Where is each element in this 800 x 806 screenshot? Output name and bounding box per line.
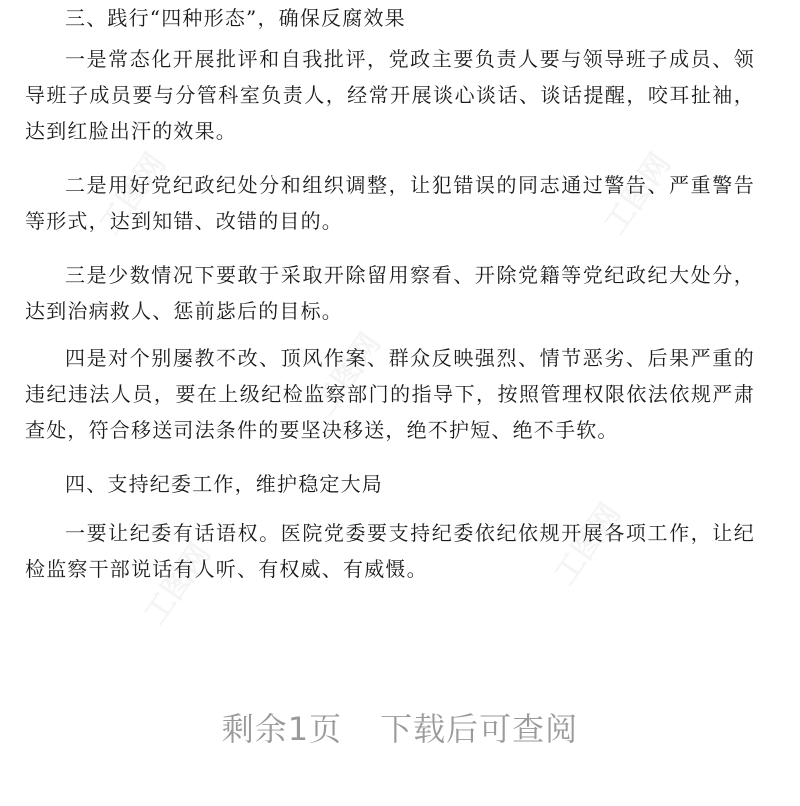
section-heading-3: 三、践行“四种形态”，确保反腐效果 <box>65 6 406 30</box>
remaining-pages-label: 剩余1页 <box>221 710 343 748</box>
download-prompt[interactable] <box>0 704 800 750</box>
paragraph-5: 一要让纪委有话语权。医院党委要支持纪委依纪依规开展各项工作，让纪检监察干部说话有人听、有权威、有威慑。 <box>25 521 755 581</box>
download-to-view-label: 下载后可查阅 <box>380 710 579 748</box>
paragraph-4: 四是对个别屡教不改、顶风作案、群众反映强烈、情节恶劣、后果严重的违纪违法人员，要在上级纪检监察部门的指导下，按照管理权限依法依规严肃查处，符合移送司法条件的要坚决移送，绝不护短、绝不手软。 <box>25 346 755 442</box>
paragraph-1: 一是常态化开展批评和自我批评，党政主要负责人要与领导班子成员、领导班子成员要与分管科室负责人，经常开展谈心谈话、谈话提醒，咬耳扯袖，达到红脸出汗的效果。 <box>25 47 755 143</box>
section-heading-4: 四、支持纪委工作，维护稳定大局 <box>65 472 383 496</box>
paragraph-3: 三是少数情况下要敢于采取开除留用察看、开除党籍等党纪政纪大处分，达到治病救人、惩前毖后的目标。 <box>25 263 755 323</box>
paragraph-2: 二是用好党纪政纪处分和组织调整，让犯错误的同志通过警告、严重警告等形式，达到知错、改错的目的。 <box>25 173 755 233</box>
